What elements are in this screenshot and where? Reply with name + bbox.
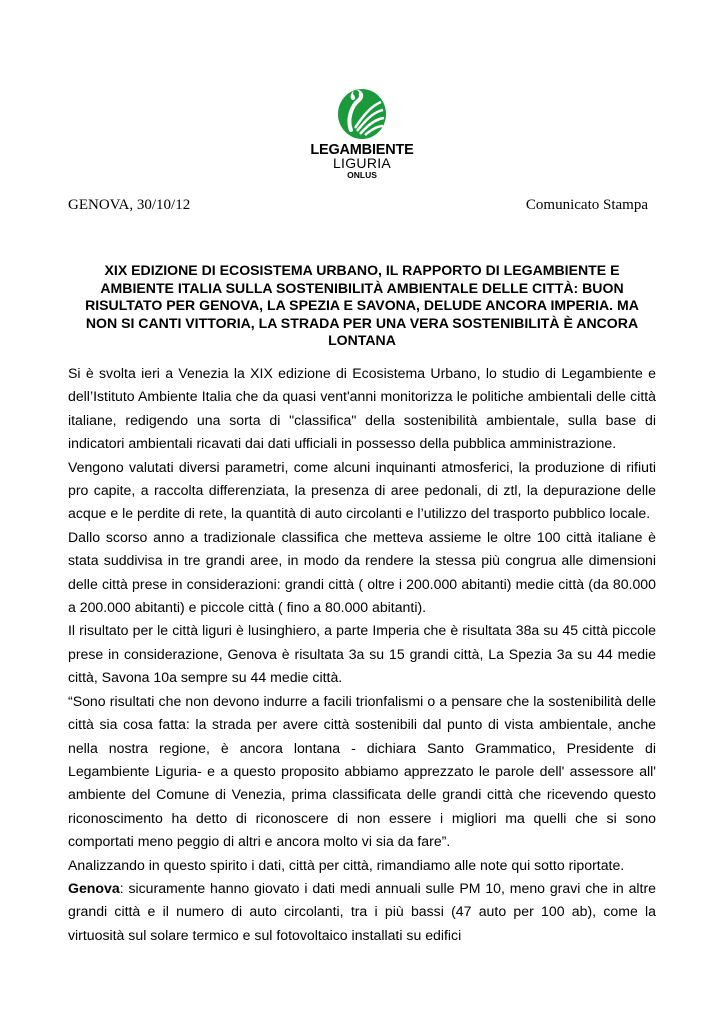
paragraph-genova (68, 877, 656, 947)
paragraph: Il risultato per le città liguri è lusinghiero, a parte Imperia che è risultata 38a su 45 città piccole prese in considerazione, Genova è risultata 3a su 15 grandi città, La Spezia 3a su 44 medie città, Savona 10a sempre su 44 medie città. (68, 622, 656, 686)
logo-brand: LEGAMBIENTE (310, 142, 414, 158)
paragraph: Dallo scorso anno a tradizionale classifica che metteva assieme le oltre 100 città italiane è stata suddivisa in tre grandi aree, in modo da rendere la stessa più congrua alle dimensioni delle città prese in considerazioni: grandi città ( oltre i 200.000 abitanti) medie città (da 80.000 a 200.000 abitanti) e piccole città ( fino a 80.000 abitanti). (68, 528, 656, 616)
date-place: GENOVA, 30/10/12 (68, 197, 191, 213)
press-release-headline: XIX EDIZIONE DI ECOSISTEMA URBANO, IL RAPPORTO DI LEGAMBIENTE E AMBIENTE ITALIA SULLA SOSTENIBILITÀ AMBIENTALE DELLE CITTÀ: BUON RISULTATO PER GENOVA, LA SPEZIA E SAVONA, DELUDE ANCORA IMPERIA. MA NON SI CANTI VITTORIA, LA STRADA PER UNA VERA SOSTENIBILITÀ È ANCORA LONTANA (85, 262, 639, 349)
swan-icon (337, 84, 387, 140)
document-type: Comunicato Stampa (525, 197, 648, 213)
logo-region: LIGURIA (332, 155, 392, 171)
logo-onlus: ONLUS (347, 170, 377, 180)
paragraph: Si è svolta ieri a Venezia la XIX edizione di Ecosistema Urbano, lo studio di Legambiente e dell’Istituto Ambiente Italia che da quasi vent'anni monitorizza le politiche ambientali delle città italiane, redigendo una sorta di "classifica" della sostenibilità ambientale, sulla base di indicatori ambientali ricavati dai dati ufficiali in possesso della pubblica amministrazione. (68, 365, 656, 452)
paragraph: Analizzando in questo spirito i dati, città per città, rimandiamo alle note qui sotto riportate. (68, 856, 625, 873)
genova-text: : sicuramente hanno giovato i dati medi annuali sulle PM 10, meno gravi che in altre grandi città e il numero di auto circolanti, tra i più bassi (47 auto per 100 ab), come la virtuosità sul solare termico e sul fotovoltaico installati su edifici (68, 879, 656, 943)
paragraph: Vengono valutati diversi parametri, come alcuni inquinanti atmosferici, la produzione di rifiuti pro capite, a raccolta differenziata, la presenza di aree pedonali, di ztl, la depurazione delle acque e le perdite di rete, la quantità di auto circolanti e l’utilizzo del trasporto pubblico locale. (68, 458, 656, 522)
paragraph: “Sono risultati che non devono indurre a facili trionfalismi o a pensare che la sostenibilità delle città sia cosa fatta: la strada per avere città sostenibili dal punto di vista ambientale, anche nella nostra regione, è ancora lontana - dichiara Santo Grammatico, Presidente di Legambiente Liguria- e a questo proposito abbiamo apprezzato le parole dell' assessore all' ambiente del Comune di Venezia, prima classificata delle grandi città che ricevendo questo riconoscimento ha detto di riconoscere di non essere i migliori ma quelli che si sono comportati meno peggio di altri e ancora molto vi sia da fare”. (68, 692, 656, 850)
city-label-genova: Genova (68, 879, 120, 896)
legambiente-logo (300, 84, 424, 181)
dateline (68, 197, 648, 214)
press-release-body (68, 362, 656, 947)
